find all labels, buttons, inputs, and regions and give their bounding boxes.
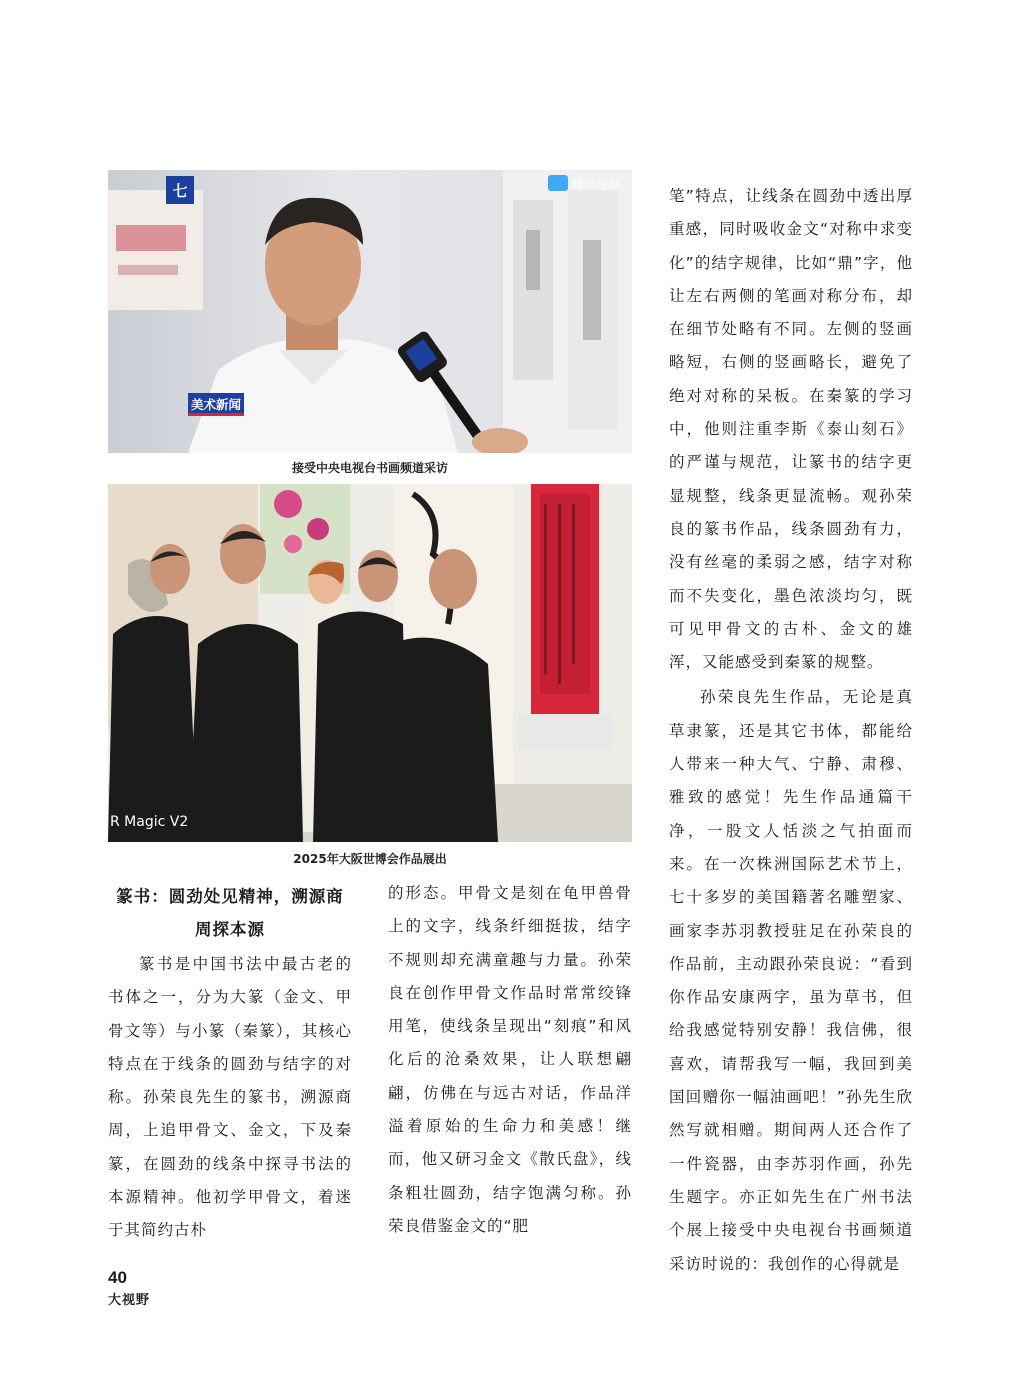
right-column bbox=[669, 180, 913, 1281]
video-watermark: 腾讯视频 bbox=[572, 177, 621, 191]
news-badge-text: 美术新闻 bbox=[190, 397, 242, 412]
magazine-logo: 大视野 bbox=[108, 1293, 151, 1308]
svg-text:七: 七 bbox=[172, 182, 188, 200]
interview-photo bbox=[108, 170, 632, 453]
section-heading-line1: 篆书：圆劲处见精神，溯源商 bbox=[116, 887, 344, 906]
body-paragraph: 孙荣良先生作品，无论是真草隶篆，还是其它书体，都能给人带来一种大气、宁静、肃穆、雅致的感觉！先生作品通篇干净，一股文人恬淡之气拍面而来。在一次株洲国际艺术节上，七十多岁的美国籍著名雕塑家、画家李苏羽教授驻足在孙荣良的作品前，主动跟孙荣良说：“看到你作品安康两字，虽为草书，但给我感觉特别安静！我信佛，很喜欢，请帮我写一幅，我回到美国回赠你一幅油画吧！”孙先生欣然写就相赠。期间两人还合作了一件瓷器，由李苏羽作画，孙先生题字。亦正如先生在广州书法个展上接受中央电视台书画频道采访时说的：我创作的心得就是 bbox=[669, 688, 913, 1273]
body-paragraph: 笔”特点，让线条在圆劲中透出厚重感，同时吸收金文“对称中求变化”的结字规律，比如“鼎”字，他让左右两侧的笔画对称分布，却在细节处略有不同。左侧的竖画略短，右侧的竖画略长，避免了绝对对称的呆板。在秦篆的学习中，他则注重李斯《泰山刻石》的严谨与规范，让篆书的结字更显规整，线条更显流畅。观孙荣良的篆书作品，线条圆劲有力，没有丝毫的柔弱之感，结字对称而不失变化，墨色浓淡均匀，既可见甲骨文的古朴、金文的雄浑，又能感受到秦篆的规整。 bbox=[669, 187, 913, 672]
interview-photo-caption: 接受中央电视台书画频道采访 bbox=[291, 461, 448, 475]
body-paragraph: 篆书是中国书法中最古老的书体之一，分为大篆（金文、甲骨文等）与小篆（秦篆），其核心特点在于线条的圆劲与结字的对称。孙荣良先生的篆书，溯源商周，上追甲骨文、金文，下及秦篆，在圆劲的线条中探寻书法的本源精神。他初学甲骨文，着迷于其简约古朴 bbox=[108, 955, 352, 1240]
camera-watermark: R Magic V2 bbox=[110, 814, 189, 830]
body-paragraph: 的形态。甲骨文是刻在龟甲兽骨上的文字，线条纤细挺拔，结字不规则却充满童趣与力量。孙荣良在创作甲骨文作品时常常绞锋用笔，使线条呈现出“刻痕”和风化后的沧桑效果，让人联想翩翩，仿佛在与远古对话，作品洋溢着原始的生命力和美感！继而，他又研习金文《散氏盘》，线条粗壮圆劲，结字饱满匀称。孙荣良借鉴金文的“肥 bbox=[388, 884, 632, 1235]
middle-column bbox=[388, 877, 632, 1243]
section-heading-line2: 周探本源 bbox=[195, 920, 265, 939]
expo-photo-illustration bbox=[108, 484, 632, 842]
page-number: 40 bbox=[108, 1268, 127, 1287]
expo-photo bbox=[108, 484, 632, 842]
expo-photo-caption: 2025年大阪世博会作品展出 bbox=[293, 852, 447, 866]
interview-photo-illustration bbox=[108, 170, 632, 453]
left-column bbox=[108, 880, 352, 1248]
